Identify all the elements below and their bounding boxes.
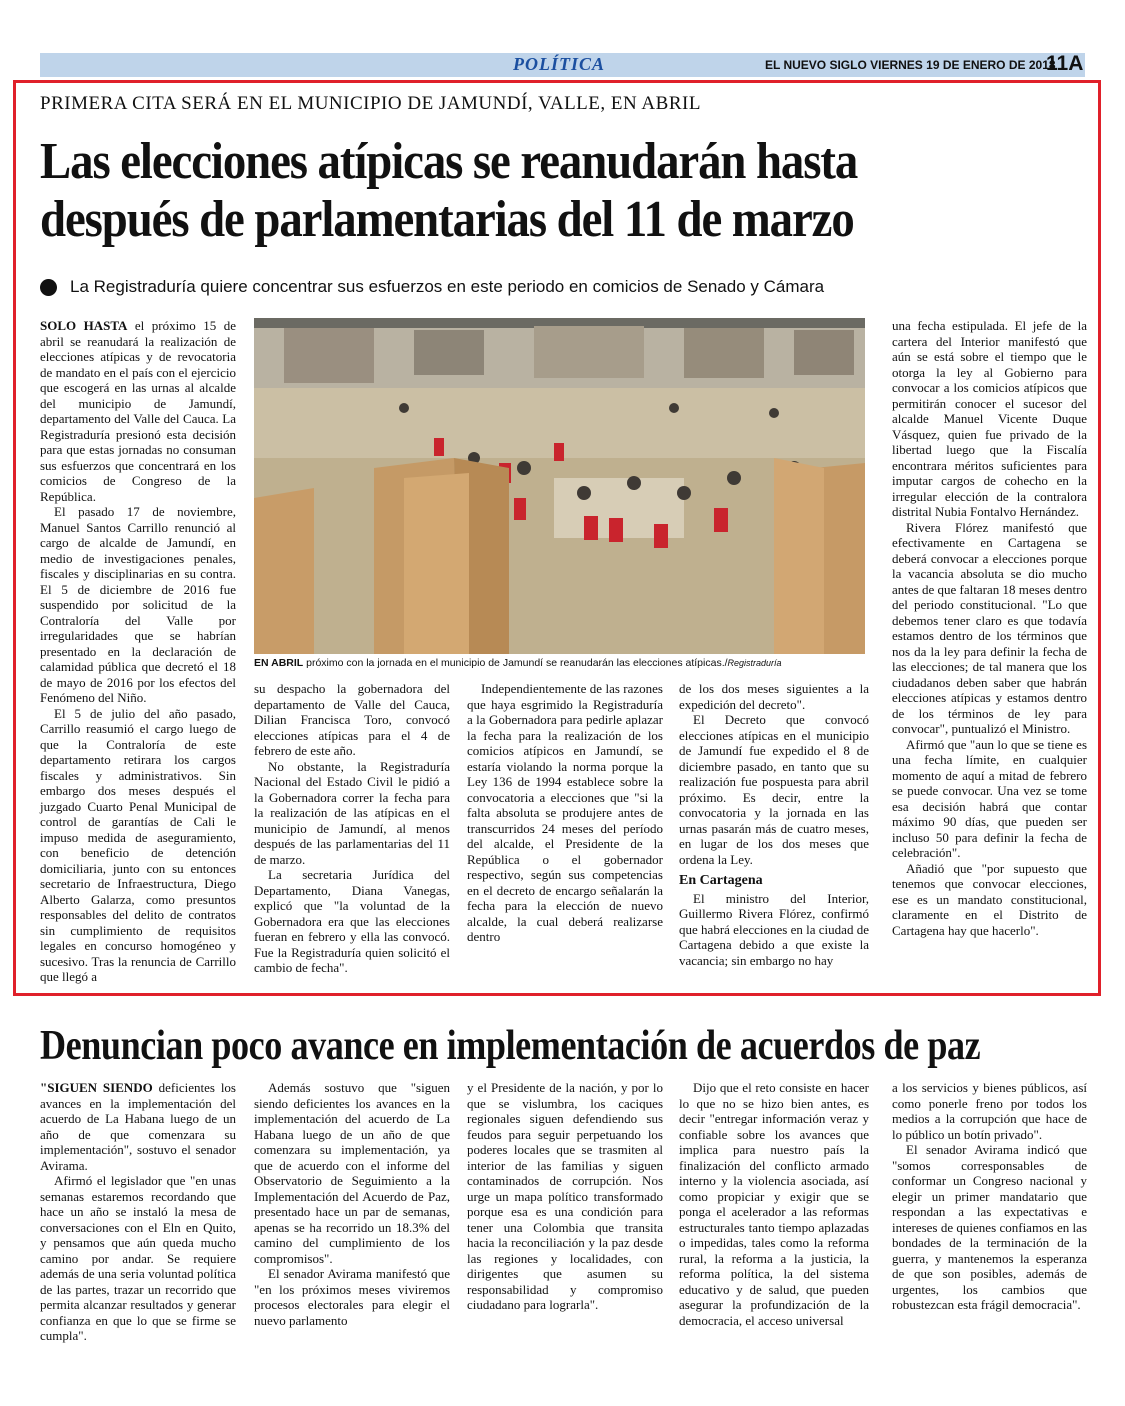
article-column-1 xyxy=(40,318,236,985)
paragraph: No obstante, la Registraduría Nacional del Estado Civil le pidió a la Gobernadora correr la fecha para la realización de las atípicas en el municipio de Jamundí, al menos después de las parlamentarias del 11 de marzo. xyxy=(254,758,450,867)
paragraph: y el Presidente de la nación, y por lo que se vislumbra, los caciques regionales siguen defendiendo sus feudos para seguir perpetuando los poderes locales que se trasmiten al interior de las familias y siguen contaminados de corrupción. Nos urge un mapa político transformado porque esa es una condición para tener una Colombia que transita hacia la reconciliación y la paz desde las regiones y localidades, con dirigentes que asumen su responsabilidad y compromiso ciudadano para lograrla". xyxy=(467,1080,663,1312)
article-photo xyxy=(254,318,865,654)
article-column-5 xyxy=(892,318,1087,938)
bullet-icon xyxy=(40,279,57,296)
paragraph-text: deficientes los avances en la implementación del acuerdo de La Habana luego de un año de que comenzara su implementación", sostuvo el senador Avirama. xyxy=(40,1080,236,1173)
subhead-text: La Registraduría quiere concentrar sus esfuerzos en este periodo en comicios de Senado y Cámara xyxy=(70,277,825,296)
second-article-column-1 xyxy=(40,1080,236,1344)
paragraph: Independientemente de las razones que haya esgrimido la Registraduría a la Gobernadora para pedirle aplazar la fecha para la realización de los comicios atípicos en Jamundí, se estaría violando la norma porque la Ley 136 de 1994 establece sobre la convocatoria a elecciones que "si la falta absoluta se produjere antes de transcurridos 24 meses del período del alcalde, el Presidente de la República o el gobernador respectivo, según sus competencias en el decreto de encargo señalarán la fecha para la elección de nuevo alcalde, la cual deberá realizarse dentro xyxy=(467,681,663,944)
second-article-headline: Denuncian poco avance en implementación de acuerdos de paz xyxy=(40,1023,981,1069)
second-article-column-2 xyxy=(254,1080,450,1328)
section-subtitle: En Cartagena xyxy=(679,873,763,888)
paragraph: Dijo que el reto consiste en hacer lo que no se hizo bien antes, es decir "entregar información veraz y confiable sobre los avances que implica para nuestro país la finalización del conflicto armado interno y la violencia asociada, así como propiciar y exigir que se ponga el acelerador a las reformas estructurales tanto tiempo aplazadas o impedidas, tales como la reforma rural, la reforma a la justicia, la reforma política, la del sistema educativo y de salud, que pueden asegurar la profundización de la democracia, el acceso universal xyxy=(679,1080,869,1328)
paragraph xyxy=(40,318,236,504)
article-subhead xyxy=(40,277,824,297)
article-column-3 xyxy=(467,681,663,945)
paragraph-text: el próximo 15 de abril se reanudará la realización de elecciones atípicas y de revocatoria de mandato en el país con el ejercicio que escogerá en las urnas al alcalde del municipio de Jamundí, departamento del Valle del Cauca. La Registraduría presionó esta decisión para que estas jornadas no consuman sus esfuerzos que concentrará en los comicios de Congreso de la República. xyxy=(40,318,236,504)
caption-lead: EN ABRIL xyxy=(254,657,304,669)
second-article-column-5 xyxy=(892,1080,1087,1313)
paragraph xyxy=(40,1080,236,1173)
photo-credit: Registraduría xyxy=(727,658,782,668)
election-photo-illustration xyxy=(254,318,865,654)
paragraph: El ministro del Interior, Guillermo Rivera Flórez, confirmó que habrá elecciones en la ciudad de Cartagena debido a que existe la vacancia; sin embargo no hay xyxy=(679,890,869,968)
section-label: POLÍTICA xyxy=(513,54,606,74)
second-article-column-3 xyxy=(467,1080,663,1313)
paragraph: La secretaria Jurídica del Departamento, Diana Vanegas, explicó que "la voluntad de la Gobernadora era que las elecciones fueran en febrero y ella las convocó. Fue la Registraduría quien solicitó el cambio de fecha". xyxy=(254,867,450,975)
article-column-2 xyxy=(254,681,450,976)
photo-caption xyxy=(254,657,865,670)
page-number: 11A xyxy=(1046,52,1084,75)
paragraph: El pasado 17 de noviembre, Manuel Santos Carrillo renunció al cargo de alcalde de Jamundí, en medio de investigaciones penales, fiscales y disciplinarias en su contra. El 5 de diciembre de 2016 fue suspendido por solicitud de la Contraloría del Valle por irregularidades que se habrían presentado en la declaración de calamidad pública que decretó el 18 de mayo de 2016 por los efectos del Fenómeno del Niño. xyxy=(40,504,236,705)
paragraph: El senador Avirama indicó que "somos corresponsables de conformar un Congreso nacional y elegir un primer mandatario que respondan a las expectativas e intereses de quienes confiamos en las bondades de la terminación de la guerra, y mantenemos la esperanza de que son posibles, además de urgentes, los cambios que robustezcan esta frágil democracia". xyxy=(892,1142,1087,1312)
lead-in: SOLO HASTA xyxy=(40,318,128,333)
article-column-4 xyxy=(679,681,869,968)
second-article-column-4 xyxy=(679,1080,869,1328)
article-kicker: PRIMERA CITA SERÁ EN EL MUNICIPIO DE JAMUNDÍ, VALLE, EN ABRIL xyxy=(40,93,701,114)
caption-text: próximo con la jornada en el municipio de Jamundí se reanudarán las elecciones atípicas./ xyxy=(303,657,728,669)
paragraph: Afirmó el legislador que "en unas semanas estaremos recordando que hace un año se instaló la mesa de conversaciones con el Eln en Quito, y pensamos que aún queda mucho camino por andar. Se requiere además de una seria voluntad política de las partes, trazar un recorrido que permita alcanzar resultados y generar confianza en que lo que se firme se cumpla". xyxy=(40,1173,236,1343)
lead-in: "SIGUEN SIENDO xyxy=(40,1080,153,1095)
newspaper-date: EL NUEVO SIGLO VIERNES 19 DE ENERO DE 2018 xyxy=(765,58,1056,72)
paragraph: una fecha estipulada. El jefe de la cartera del Interior manifestó que aún se está sobre el tiempo que le otorga la ley al Gobierno para convocar a los comicios atípicos que permitirán conocer el sucesor del alcalde Manuel Vicente Duque Vásquez, quien fue privado de la libertad luego que la Fiscalía encontrara méritos suficientes para imputar cargos de cohecho en la irregular elección de la contralora distrital Nubia Fontalvo Hernández. xyxy=(892,318,1087,519)
paragraph: Rivera Flórez manifestó que efectivamente en Cartagena se deberá convocar a elecciones porque la vacancia absoluta se dio mucho antes de que faltaran 18 meses dentro del periodo constitucional. "Lo que debemos tener claro es que todavía estamos dentro de los términos que nos da la ley para definir la fecha de las elecciones; de tal manera que los ciudadanos deben saber que habrán elecciones atípicas y estamos dentro de los términos de ley para convocar", puntualizó el Ministro. xyxy=(892,519,1087,736)
paragraph: a los servicios y bienes públicos, así como ponerle freno por todos los medios a la corrupción que hace de lo público un botín privado". xyxy=(892,1080,1087,1142)
paragraph: de los dos meses siguientes a la expedición del decreto". xyxy=(679,681,869,712)
paragraph: El 5 de julio del año pasado, Carrillo reasumió el cargo luego de que la Contraloría de este departamento retirara los cargos fiscales y administrativos. Sin embargo dos meses después el juzgado Cuarto Penal Municipal de control de garantías de Cali le impuso medida de aseguramiento, con beneficio de detención domiciliaria, junto con su entonces secretario de Infraestructura, Diego Alberto Galarza, como presuntos responsables del delito de contratos sin cumplimiento de requisitos legales en concurso homogéneo y sucesivo. Tras la renuncia de Carrillo que llegó a xyxy=(40,705,236,984)
paragraph: El Decreto que convocó elecciones atípicas en el municipio de Jamundí fue expedido el 8 de diciembre pasado, en tanto que su realización fue pospuesta para abril próximo. Es decir, entre la convocatoria y la jornada en las urnas pasarán más de cuatro meses, en lugar de los dos meses que ordena la Ley. xyxy=(679,712,869,867)
paragraph: Añadió que "por supuesto que tenemos que convocar elecciones, ese es un mandato constitucional, claramente en el Distrito de Cartagena hay que hacerlo". xyxy=(892,860,1087,938)
article-headline: Las elecciones atípicas se reanudarán hasta después de parlamentarias del 11 de marzo xyxy=(40,133,858,248)
paragraph: Afirmó que "aun lo que se tiene es una fecha límite, en cualquier momento de aquí a mitad de febrero se puede convocar. Una vez se tome esa decisión habrá que contar máximo 90 días, que pueden ser incluso 50 para definir la fecha de celebración". xyxy=(892,736,1087,860)
paragraph: Además sostuvo que "siguen siendo deficientes los avances en la implementación del acuerdo de La Habana luego de un año de que comenzara su implementación, ya que de acuerdo con el informe del Observatorio de Seguimiento a la Implementación del Acuerdo de Paz, presentado hace un par de semanas, apenas se ha recorrido un 18.3% del camino del cumplimiento de los compromisos". xyxy=(254,1080,450,1266)
paragraph: su despacho la gobernadora del departamento de Valle del Cauca, Dilian Francisca Toro, convocó elecciones atípicas para el 4 de febrero de este año. xyxy=(254,681,450,758)
paragraph: El senador Avirama manifestó que "en los próximos meses viviremos procesos electorales para elegir el nuevo parlamento xyxy=(254,1266,450,1328)
